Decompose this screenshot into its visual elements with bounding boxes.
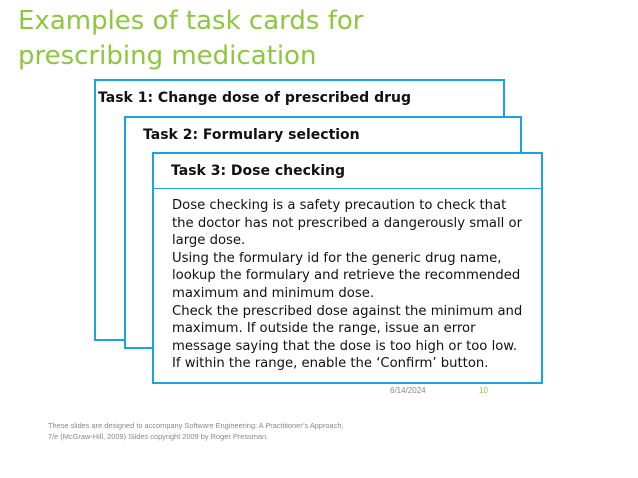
task-card-3-body-line: the doctor has not prescribed a dangerously small or (172, 215, 523, 231)
slide-title-line-2: prescribing medication (18, 41, 317, 71)
task-card-3-body-line: If within the range, enable the ‘Confirm’ button. (172, 356, 489, 372)
footer-date: 6/14/2024 (390, 386, 426, 395)
task-card-3-body-line: Check the prescribed dose against the minimum and (172, 303, 523, 319)
task-card-2-heading: Task 2: Formulary selection (143, 127, 360, 143)
task-card-3-body-line: lookup the formulary and retrieve the recommended (172, 268, 521, 284)
task-card-3-body-line: message saying that the dose is too high or too low. (172, 338, 518, 354)
copyright-line-2: 7/e (McGraw-Hill, 2009) Slides copyright 2009 by Roger Pressman. (48, 432, 269, 441)
slide-title-line-1: Examples of task cards for (18, 6, 364, 36)
task-card-3-body (172, 197, 540, 373)
task-card-3-divider (154, 188, 541, 189)
task-card-3 (152, 152, 543, 384)
task-card-3-body-line: Using the formulary id for the generic drug name, (172, 250, 502, 266)
task-card-3-body-line: large dose. (172, 233, 246, 249)
task-card-1-heading: Task 1: Change dose of prescribed drug (98, 90, 411, 106)
task-card-3-body-line: maximum. If outside the range, issue an error (172, 321, 476, 337)
task-card-3-body-line: maximum and minimum dose. (172, 285, 375, 301)
task-card-3-body-line: Dose checking is a safety precaution to check that (172, 198, 507, 213)
copyright-line-1: These slides are designed to accompany Software Engineering: A Practitioner’s Approach, (48, 421, 344, 430)
slide-title (18, 4, 438, 74)
page-number: 10 (479, 386, 488, 395)
task-card-3-heading: Task 3: Dose checking (171, 163, 346, 179)
copyright-notice (48, 420, 388, 442)
